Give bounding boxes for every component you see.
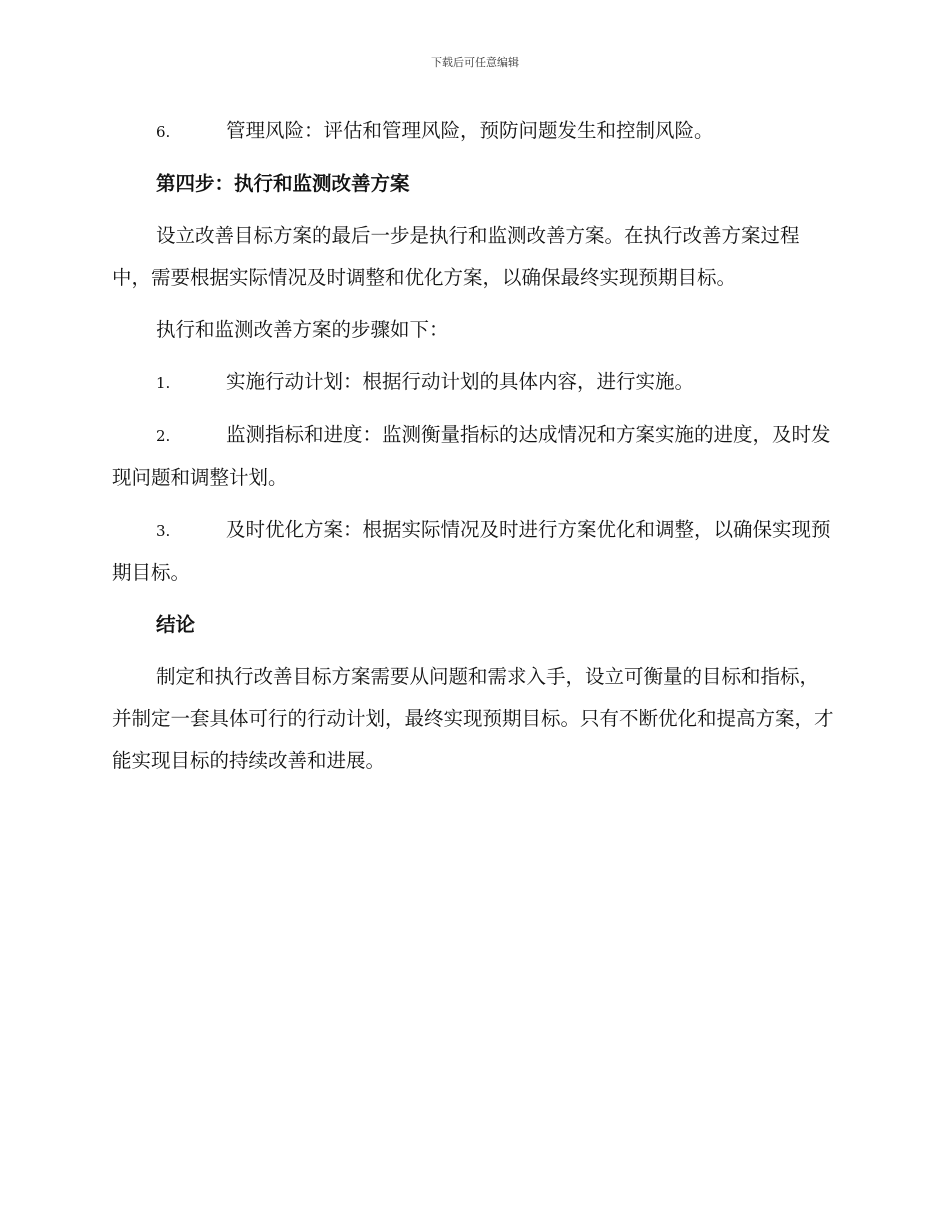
document-body [112,110,837,792]
list-text: 管理风险：评估和管理风险，预防问题发生和控制风险。 [226,119,714,142]
paragraph-intro: 设立改善目标方案的最后一步是执行和监测改善方案。在执行改善方案过程中，需要根据实际情况及时调整和优化方案，以确保最终实现预期目标。 [112,224,800,289]
list-item-1 [112,361,837,404]
list-text: 及时优化方案：根据实际情况及时进行方案优化和调整，以确保实现预期目标。 [112,518,831,584]
list-text: 监测指标和进度：监测衡量指标的达成情况和方案实施的进度，及时发现问题和调整计划。 [112,423,831,489]
list-item-2 [112,414,837,499]
list-number: 6. [156,123,171,141]
page-header: 下载后可任意编辑 [431,56,519,69]
paragraph-steps-intro: 执行和监测改善方案的步骤如下： [156,318,449,341]
section-heading-step4: 第四步：执行和监测改善方案 [156,172,410,195]
list-number: 1. [156,374,171,392]
paragraph-conclusion: 制定和执行改善目标方案需要从问题和需求入手，设立可衡量的目标和指标，并制定一套具体可行的行动计划，最终实现预期目标。只有不断优化和提高方案，才能实现目标的持续改善和进展。 [112,665,834,772]
list-item-3 [112,509,837,594]
list-item-6 [112,110,837,153]
list-text: 实施行动计划：根据行动计划的具体内容，进行实施。 [226,370,695,393]
list-number: 2. [156,427,171,445]
section-heading-conclusion: 结论 [156,613,196,636]
list-number: 3. [156,522,171,540]
